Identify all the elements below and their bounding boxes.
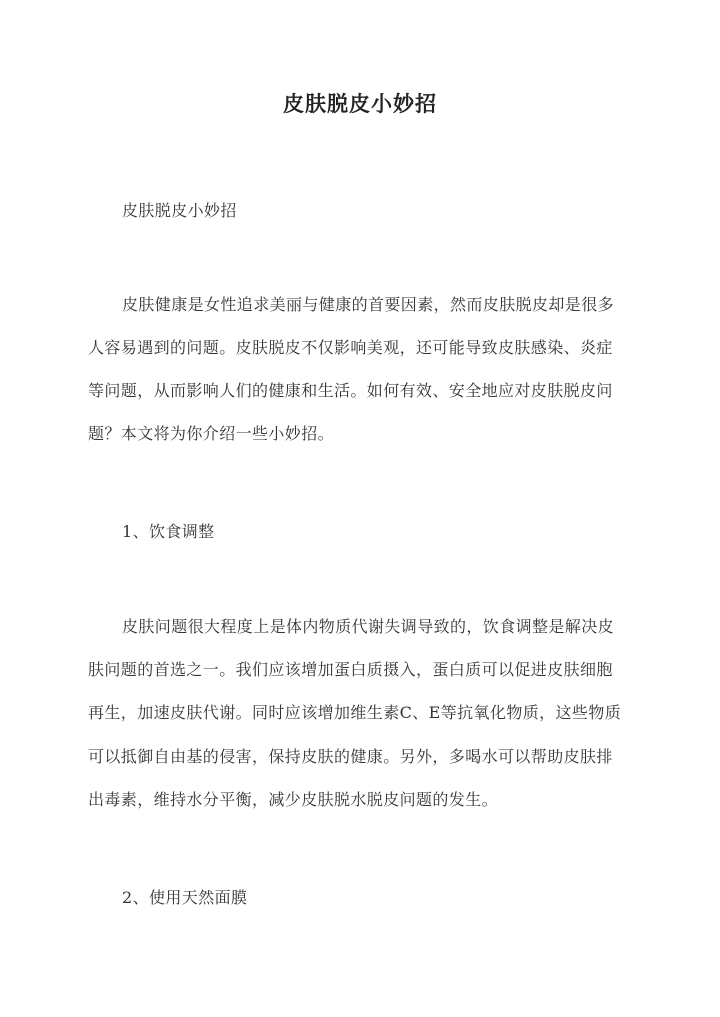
section1-line-1: 皮肤问题很大程度上是体内物质代谢失调导致的，饮食调整是解决皮 xyxy=(122,617,615,636)
section-heading-diet: 1、饮食调整 xyxy=(122,522,215,541)
section-heading-mask: 2、使用天然面膜 xyxy=(122,888,248,907)
intro-line-4: 题？本文将为你介绍一些小妙招。 xyxy=(88,424,335,443)
subtitle-paragraph: 皮肤脱皮小妙招 xyxy=(122,201,237,220)
intro-line-1: 皮肤健康是女性追求美丽与健康的首要因素，然而皮肤脱皮却是很多 xyxy=(122,295,615,314)
section1-line-2: 肤问题的首选之一。我们应该增加蛋白质摄入，蛋白质可以促进皮肤细胞 xyxy=(88,660,613,679)
document-title: 皮肤脱皮小妙招 xyxy=(283,91,437,116)
intro-line-3: 等问题，从而影响人们的健康和生活。如何有效、安全地应对皮肤脱皮问 xyxy=(88,381,613,400)
section1-line-5: 出毒素，维持水分平衡，减少皮肤脱水脱皮问题的发生。 xyxy=(88,790,499,809)
section1-line-3: 再生，加速皮肤代谢。同时应该增加维生素C、E等抗氧化物质，这些物质 xyxy=(88,703,622,722)
intro-line-2: 人容易遇到的问题。皮肤脱皮不仅影响美观，还可能导致皮肤感染、炎症 xyxy=(88,338,613,357)
section1-line-4: 可以抵御自由基的侵害，保持皮肤的健康。另外，多喝水可以帮助皮肤排 xyxy=(88,747,613,766)
